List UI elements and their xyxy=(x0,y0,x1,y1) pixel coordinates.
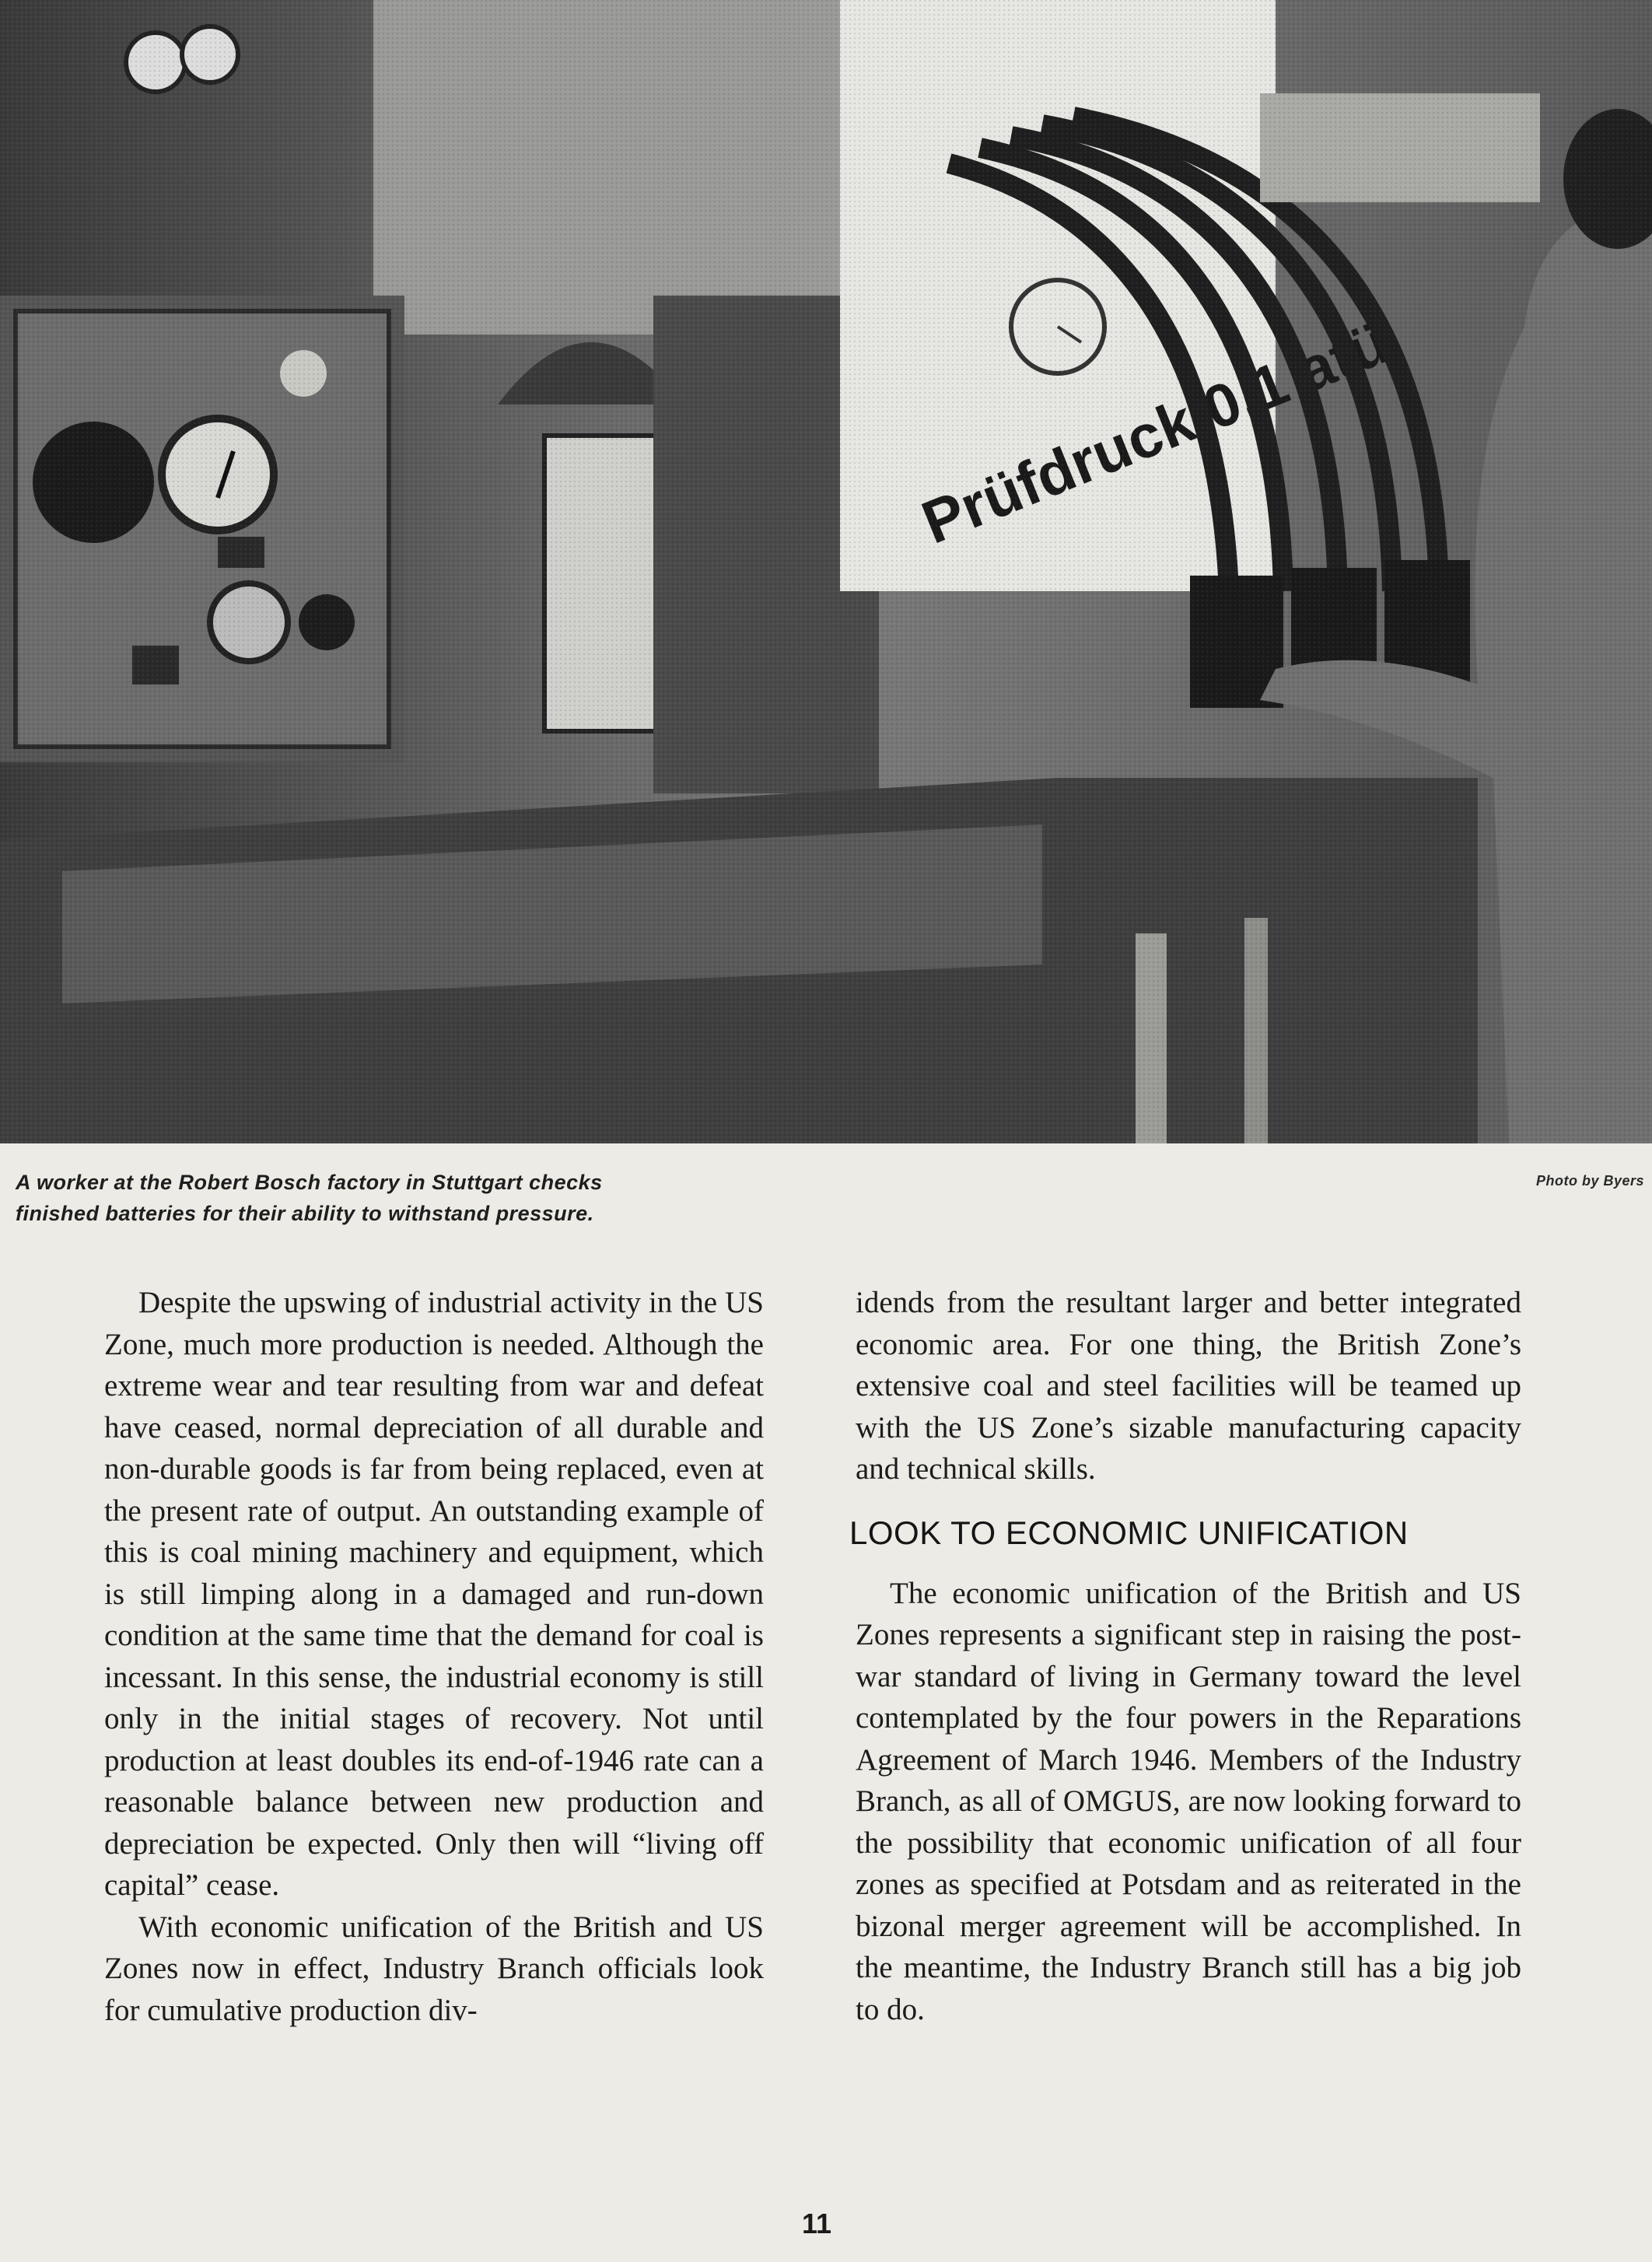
section-heading: LOOK TO ECONOMIC UNIFICATION xyxy=(849,1514,1409,1551)
caption-line-2: finished batteries for their ability to withstand pressure. xyxy=(16,1202,594,1225)
right-column xyxy=(849,1282,1521,2030)
right-paragraph-1: idends from the resultant larger and better integrated economic area. For one thing, the British Zone’s extensive coal and steel facilities will be teamed up with the US Zone’s sizable manufacturing capacity and technical skills. xyxy=(856,1286,1521,1486)
left-paragraph-2: With economic unification of the British and US Zones now in effect, Industry Branch officials look for cumulative production div- xyxy=(104,1910,764,2027)
page-number: 11 xyxy=(801,2208,832,2239)
left-column xyxy=(104,1282,764,2031)
photo-credit: Photo by Byers xyxy=(1535,1173,1644,1189)
right-paragraph-2: The economic unification of the British and US Zones represents a significant step in raising the post-war standard of living in Germany toward the level contemplated by the four powers in the Reparations Agreement of March 1946. Members of the Industry Branch, as all of OMGUS, are now looking forward to the possibility that economic unification of all four zones as specified at Potsdam and as reiterated in the bizonal merger agreement will be accomplished. In the meantime, the Industry Branch still has a big job to do. xyxy=(856,1576,1521,2026)
left-paragraph-1: Despite the upswing of industrial activity in the US Zone, much more production is needed. Although the extreme wear and tear resulting from war and defeat have ceased, normal depreciation of all durable and non-durable goods is far from being replaced, even at the present rate of output. An outstanding example of this is coal mining machinery and equipment, which is still limping along in a damaged and run-down condition at the same time that the demand for coal is incessant. In this sense, the industrial economy is still only in the initial stages of recovery. Not until production at least doubles its end-of-1946 rate can a reasonable balance between new production and depreciation be expected. Only then will “living off capital” cease. xyxy=(104,1286,764,1902)
photo-caption xyxy=(16,1167,793,1229)
caption-line-1: A worker at the Robert Bosch factory in Stuttgart checks xyxy=(16,1171,603,1194)
